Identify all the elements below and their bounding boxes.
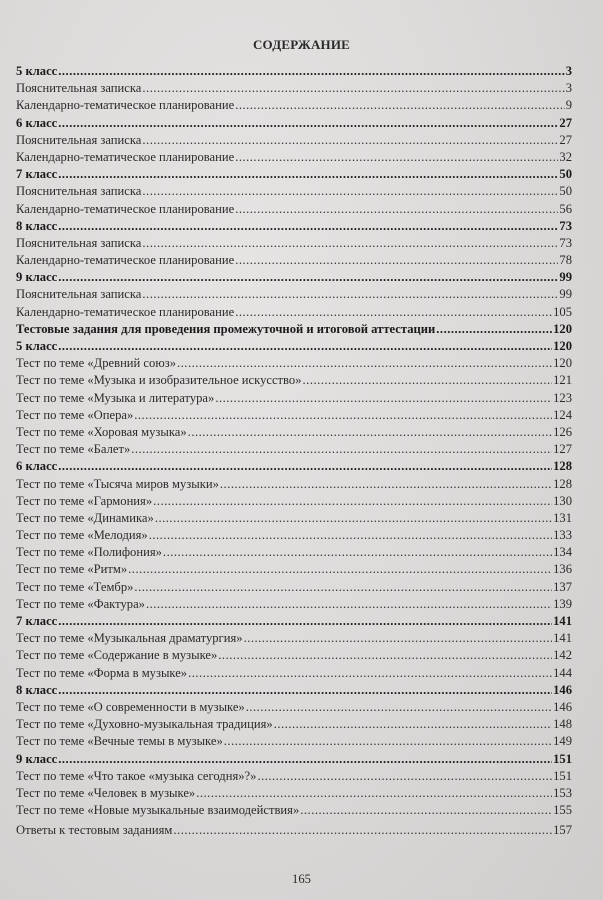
toc-entry-label: Тест по теме «Хоровая музыка» (16, 424, 187, 439)
toc-entry-page: 99 (559, 287, 572, 302)
toc-section-heading (16, 321, 572, 338)
dot-leader (235, 304, 552, 321)
dot-leader (163, 544, 552, 561)
toc-entry-page: 3 (565, 64, 572, 78)
dot-leader (173, 822, 552, 839)
dot-leader (196, 785, 552, 802)
toc-entry-label: Календарно-тематическое планирование (16, 98, 235, 113)
toc-entry-label: Тест по теме «Гармония» (16, 493, 153, 508)
toc-entry (16, 424, 572, 441)
toc-entry-label: 9 класс (16, 751, 58, 766)
toc-entry-page: 73 (559, 235, 572, 250)
toc-section-heading (16, 166, 572, 183)
dot-leader (58, 338, 552, 355)
toc-entry-label: Тестовые задания для проведения промежуточной и итоговой аттестации (16, 321, 436, 336)
toc-entry-page: 120 (553, 321, 572, 336)
toc-entry-page: 144 (553, 665, 572, 680)
toc-entry (16, 235, 572, 252)
toc-entry-page: 124 (553, 407, 572, 422)
toc-entry-page: 127 (553, 442, 572, 457)
toc-entry (16, 561, 572, 578)
toc-entry (16, 183, 572, 200)
toc-entry (16, 665, 572, 682)
toc-entry-label: Тест по теме «Что такое «музыка сегодня»?» (16, 768, 257, 783)
toc-entry-page: 73 (559, 218, 572, 233)
toc-entry-page: 3 (565, 81, 572, 96)
toc-entry (16, 699, 572, 716)
toc-entry-page: 120 (553, 339, 572, 353)
toc-entry-label: Пояснительная записка (16, 81, 142, 96)
toc-entry-label: Ответы к тестовым заданиям (16, 823, 173, 838)
toc-entry-page: 155 (553, 803, 572, 818)
toc-entry (16, 802, 572, 819)
toc-entry-label: Пояснительная записка (16, 132, 142, 147)
toc-entry (16, 390, 572, 407)
toc-entry-label: 6 класс (16, 115, 58, 130)
toc-entry-label: Тест по теме «Древний союз» (16, 356, 176, 371)
toc-entry-label: Тест по теме «Музыка и литература» (16, 390, 215, 405)
toc-entry-page: 146 (553, 699, 572, 714)
toc-entry-label: Тест по теме «Динамика» (16, 510, 154, 525)
toc-entry-label: Календарно-тематическое планирование (16, 149, 235, 164)
toc-entry-page: 151 (553, 751, 572, 766)
toc-entry-label: Тест по теме «Балет» (16, 442, 131, 457)
toc-entry (16, 97, 572, 114)
toc-entry-label: Пояснительная записка (16, 184, 142, 199)
dot-leader (128, 561, 552, 578)
toc-section-heading (16, 218, 572, 235)
dot-leader (257, 768, 552, 785)
toc-entry-page: 120 (553, 356, 572, 371)
toc-entry-label: Пояснительная записка (16, 235, 142, 250)
toc-entry-page: 131 (553, 510, 572, 525)
toc-entry (16, 579, 572, 596)
toc-entry-page: 32 (559, 149, 572, 164)
toc-entry-page: 27 (559, 132, 572, 147)
toc-entry-page: 128 (553, 476, 572, 491)
toc-entry-page: 50 (559, 167, 572, 182)
toc-entry-page: 146 (553, 682, 572, 697)
toc-entry-page: 78 (559, 253, 572, 268)
toc-entry (16, 441, 572, 458)
toc-entry (16, 733, 572, 750)
toc-entry-page: 121 (553, 373, 572, 388)
toc-entry-label: Тест по теме «Полифония» (16, 545, 162, 560)
dot-leader (155, 510, 552, 527)
toc-entry-page: 157 (553, 823, 572, 838)
dot-leader (215, 390, 552, 407)
dot-leader (142, 235, 558, 252)
toc-entry-page: 137 (553, 579, 572, 594)
dot-leader (58, 458, 552, 475)
dot-leader (220, 476, 552, 493)
dot-leader (58, 613, 552, 630)
dot-leader (235, 149, 558, 166)
toc-entry (16, 372, 572, 389)
toc-entry-label: Тест по теме «Тысяча миров музыки» (16, 476, 219, 491)
dot-leader (246, 699, 552, 716)
toc-entry (16, 510, 572, 527)
toc-entry-label: 8 класс (16, 682, 58, 697)
toc-entry (16, 252, 572, 269)
toc-entry-page: 148 (553, 717, 572, 732)
toc-entry-label: 7 класс (16, 167, 58, 182)
dot-leader (142, 286, 558, 303)
toc-entry-page: 141 (553, 631, 572, 646)
dot-leader (274, 716, 552, 733)
toc-entry (16, 286, 572, 303)
dot-leader (177, 355, 552, 372)
toc-entry-page: 56 (559, 201, 572, 216)
toc-entry (16, 355, 572, 372)
toc-entry (16, 544, 572, 561)
toc-entry-page: 123 (553, 390, 572, 405)
dot-leader (58, 751, 552, 768)
dot-leader (58, 115, 558, 132)
dot-leader (134, 407, 552, 424)
dot-leader (244, 630, 553, 647)
toc-section-heading (16, 63, 572, 80)
toc-entry (16, 527, 572, 544)
dot-leader (188, 665, 552, 682)
toc-entry (16, 785, 572, 802)
toc-entry-page: 128 (553, 459, 572, 474)
dot-leader (131, 441, 552, 458)
toc-entry (16, 716, 572, 733)
toc-entry-label: Календарно-тематическое планирование (16, 253, 235, 268)
toc-entry-label: Тест по теме «Содержание в музыке» (16, 648, 218, 663)
toc-section-heading (16, 458, 572, 475)
toc-entry-page: 134 (553, 545, 572, 560)
dot-leader (218, 647, 552, 664)
toc-entry-label: Тест по теме «Ритм» (16, 562, 128, 577)
toc-entry-page: 153 (553, 785, 572, 800)
toc-entry-page: 99 (559, 270, 572, 285)
dot-leader (188, 424, 552, 441)
toc-entry (16, 149, 572, 166)
table-of-contents (16, 63, 572, 839)
dot-leader (58, 682, 552, 699)
toc-entry (16, 493, 572, 510)
dot-leader (58, 63, 564, 80)
dot-leader (58, 269, 558, 286)
dot-leader (153, 493, 552, 510)
toc-section-heading (16, 613, 572, 630)
toc-entry-label: Тест по теме «Тембр» (16, 579, 134, 594)
toc-entry-label: Тест по теме «Мелодия» (16, 528, 148, 543)
toc-section-heading (16, 269, 572, 286)
toc-entry-page: 141 (553, 614, 572, 628)
toc-entry-page: 27 (559, 115, 572, 130)
toc-entry-page: 139 (553, 596, 572, 611)
toc-entry (16, 132, 572, 149)
toc-entry-page: 126 (553, 424, 572, 439)
toc-entry-label: Тест по теме «О современности в музыке» (16, 699, 245, 714)
toc-entry-page: 151 (553, 768, 572, 783)
toc-entry (16, 647, 572, 664)
toc-entry-label: 5 класс (16, 339, 58, 353)
toc-entry-page: 136 (553, 562, 572, 577)
page-title: СОДЕРЖАНИЕ (252, 37, 351, 52)
dot-leader (235, 201, 558, 218)
toc-section-heading (16, 751, 572, 768)
dot-leader (235, 97, 565, 114)
dot-leader (142, 132, 558, 149)
dot-leader (303, 372, 553, 389)
toc-entry-page: 133 (553, 528, 572, 543)
toc-entry-label: 9 класс (16, 270, 58, 285)
toc-entry (16, 80, 572, 97)
dot-leader (142, 80, 564, 97)
toc-entry-label: Пояснительная записка (16, 287, 142, 302)
dot-leader (300, 802, 552, 819)
dot-leader (149, 527, 552, 544)
page-number: 165 (292, 872, 311, 886)
toc-entry-page: 50 (559, 184, 572, 199)
dot-leader (134, 579, 552, 596)
toc-entry-label: 6 класс (16, 459, 58, 474)
toc-entry (16, 201, 572, 218)
toc-entry-label: 8 класс (16, 218, 58, 233)
toc-section-heading (16, 115, 572, 132)
toc-entry (16, 596, 572, 613)
toc-entry-label: Тест по теме «Новые музыкальные взаимодействия» (16, 803, 300, 818)
toc-entry-label: Тест по теме «Форма в музыке» (16, 665, 188, 680)
toc-entry (16, 304, 572, 321)
toc-entry-label: Календарно-тематическое планирование (16, 304, 235, 319)
toc-entry-label: Тест по теме «Вечные темы в музыке» (16, 734, 223, 749)
dot-leader (235, 252, 558, 269)
toc-entry-page: 142 (553, 648, 572, 663)
toc-entry-page: 9 (565, 98, 572, 113)
toc-entry (16, 822, 572, 839)
dot-leader (58, 166, 558, 183)
toc-entry-label: Тест по теме «Фактура» (16, 596, 145, 611)
toc-entry-label: Тест по теме «Музыка и изобразительное искусство» (16, 373, 302, 388)
dot-leader (142, 183, 558, 200)
toc-entry-page: 149 (553, 734, 572, 749)
toc-entry (16, 476, 572, 493)
toc-entry-label: Тест по теме «Духовно-музыкальная традиция» (16, 717, 273, 732)
toc-section-heading (16, 338, 572, 355)
toc-entry-label: Календарно-тематическое планирование (16, 201, 235, 216)
dot-leader (224, 733, 552, 750)
toc-entry (16, 630, 572, 647)
dot-leader (436, 321, 552, 338)
toc-entry-label: 5 класс (16, 64, 58, 78)
toc-entry (16, 768, 572, 785)
dot-leader (58, 218, 558, 235)
toc-entry (16, 407, 572, 424)
toc-entry-page: 130 (553, 493, 572, 508)
toc-entry-label: Тест по теме «Человек в музыке» (16, 785, 196, 800)
dot-leader (146, 596, 552, 613)
toc-section-heading (16, 682, 572, 699)
toc-entry-page: 105 (553, 304, 572, 319)
toc-entry-label: Тест по теме «Опера» (16, 407, 134, 422)
toc-entry-label: Тест по теме «Музыкальная драматургия» (16, 631, 243, 646)
toc-entry-label: 7 класс (16, 614, 58, 628)
